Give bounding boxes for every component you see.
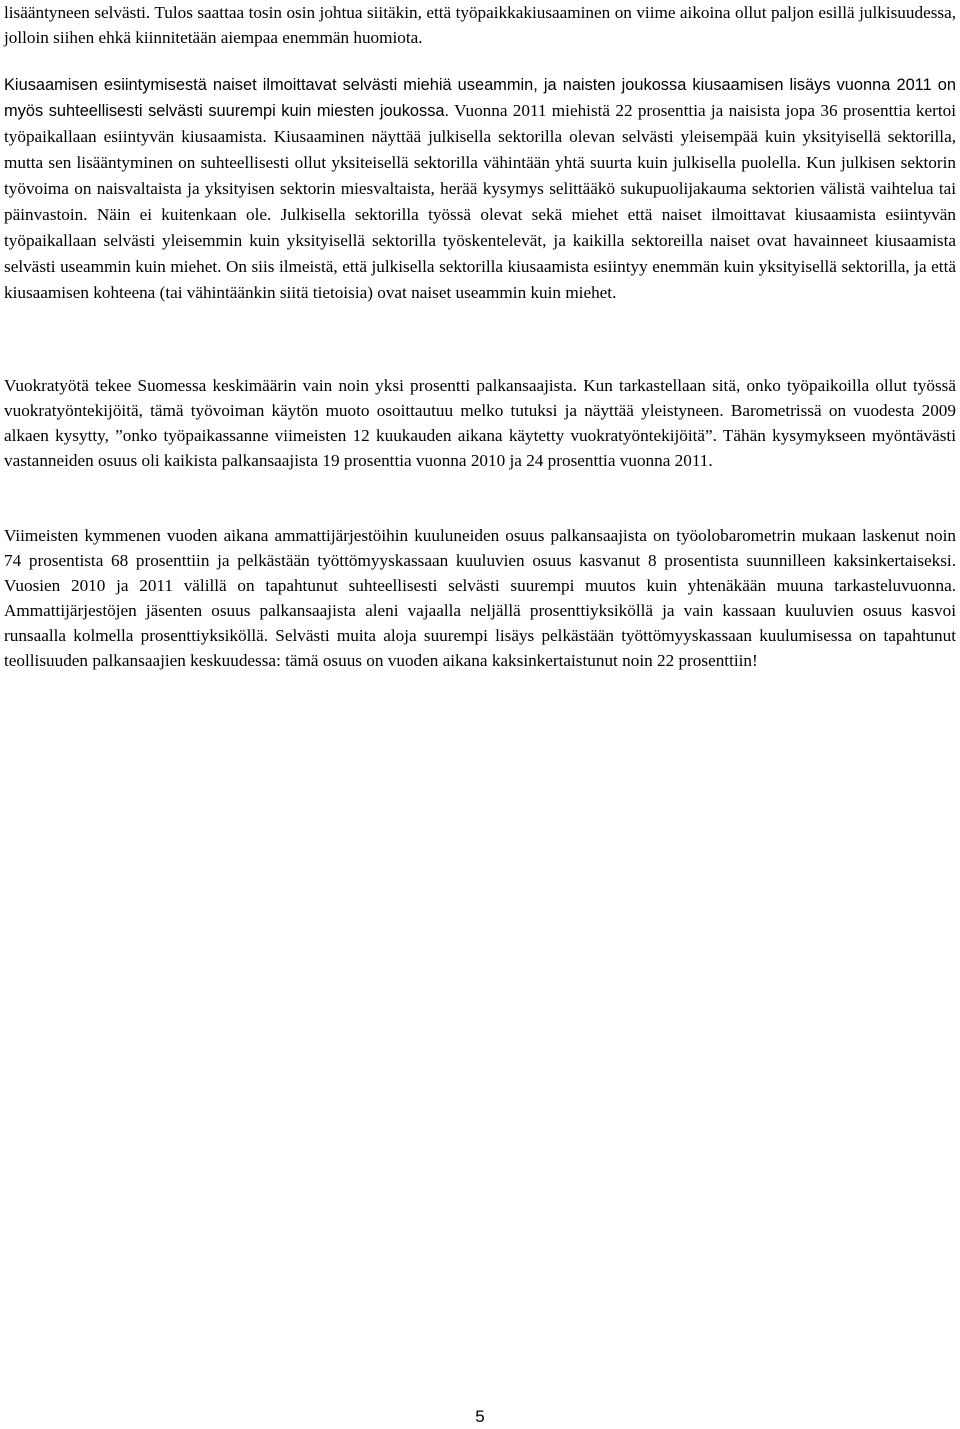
paragraph-bullying-by-gender-sector bbox=[4, 73, 956, 306]
paragraph-bullying-serif-part: Vuonna 2011 miehistä 22 prosenttia ja naisista jopa 36 prosenttia kertoi työpaikallaan esiintyvän kiusaamista. Kiusaaminen näyttää julkisella sektorilla olevan selvästi yleisempää kuin yksityisellä sektorilla, mutta sen lisääntyminen on suhteellisesti ollut yksiteisellä sektorilla vähintään yhtä suurta kuin julkisella puolella. Kun julkisen sektorin työvoima on naisvaltaista ja yksityisen sektorin miesvaltaista, herää kysymys selittääkö sukupuolijakauma sektorien välistä vaihtelua tai päinvastoin. Näin ei kuitenkaan ole. Julkisella sektorilla työssä olevat sekä miehet että naiset ilmoittavat kiusaamista esiintyvän työpaikallaan selvästi yleisemmin kuin yksityisellä sektorilla työskentelevät, ja kaikilla sektoreilla naiset ovat havainneet kiusaamista selvästi useammin kuin miehet. On siis ilmeistä, että julkisella sektorilla kiusaamista esiintyy enemmän kuin yksityisellä sektorilla, ja että kiusaamisen kohteena (tai vähintäänkin siitä tietoisia) ovat naiset useammin kuin miehet. bbox=[4, 101, 956, 302]
page-number: 5 bbox=[475, 1407, 485, 1426]
paragraph-union-membership: Viimeisten kymmenen vuoden aikana ammattijärjestöihin kuuluneiden osuus palkansaajista on työolobarometrin mukaan laskenut noin 74 prosentista 68 prosenttiin ja pelkästään työttömyyskassaan kuuluvien osuus kasvanut 8 prosentista suunnilleen kaksinkertaiseksi. Vuosien 2010 ja 2011 välillä on tapahtunut suhteellisesti selvästi suurempi muutos kuin yhtenäkään muuna tarkasteluvuonna. Ammattijärjestöjen jäsenten osuus palkansaajista aleni vajaalla neljällä prosenttiyksiköllä ja vain kassaan kuuluvien osuus kasvoi runsaalla kolmella prosenttiyksiköllä. Selvästi muita aloja suurempi lisäys pelkästään työttömyyskassaan kuulumisessa on tapahtunut teollisuuden palkansaajien keskuudessa: tämä osuus on vuoden aikana kaksinkertaistunut noin 22 prosenttiin! bbox=[4, 526, 956, 670]
paragraph-bullying-increase-continued: lisääntyneen selvästi. Tulos saattaa tosin osin johtua siitäkin, että työpaikkakiusaaminen on viime aikoina ollut paljon esillä julkisuudessa, jolloin siihen ehkä kiinnitetään aiempaa enemmän huomiota. bbox=[4, 3, 956, 47]
paragraph-temporary-agency-work: Vuokratyötä tekee Suomessa keskimäärin vain noin yksi prosentti palkansaajista. Kun tarkastellaan sitä, onko työpaikoilla ollut työssä vuokratyöntekijöitä, tämä työvoiman käytön muoto osoittautuu melko tutuksi ja näyttää yleistyneen. Barometrissä on vuodesta 2009 alkaen kysytty, ”onko työpaikassanne viimeisten 12 kuukauden aikana käytetty vuokratyöntekijöitä”. Tähän kysymykseen myöntävästi vastanneiden osuus oli kaikista palkansaajista 19 prosenttia vuonna 2010 ja 24 prosenttia vuonna 2011. bbox=[4, 376, 956, 470]
paragraph-bullying-sans-part: Kiusaamisen esiintymisestä naiset ilmoittavat selvästi miehiä useammin, ja naisten joukossa kiusaamisen lisäys vuonna 2011 on myös suhteellisesti selvästi suurempi kuin miesten joukossa. bbox=[4, 76, 956, 120]
